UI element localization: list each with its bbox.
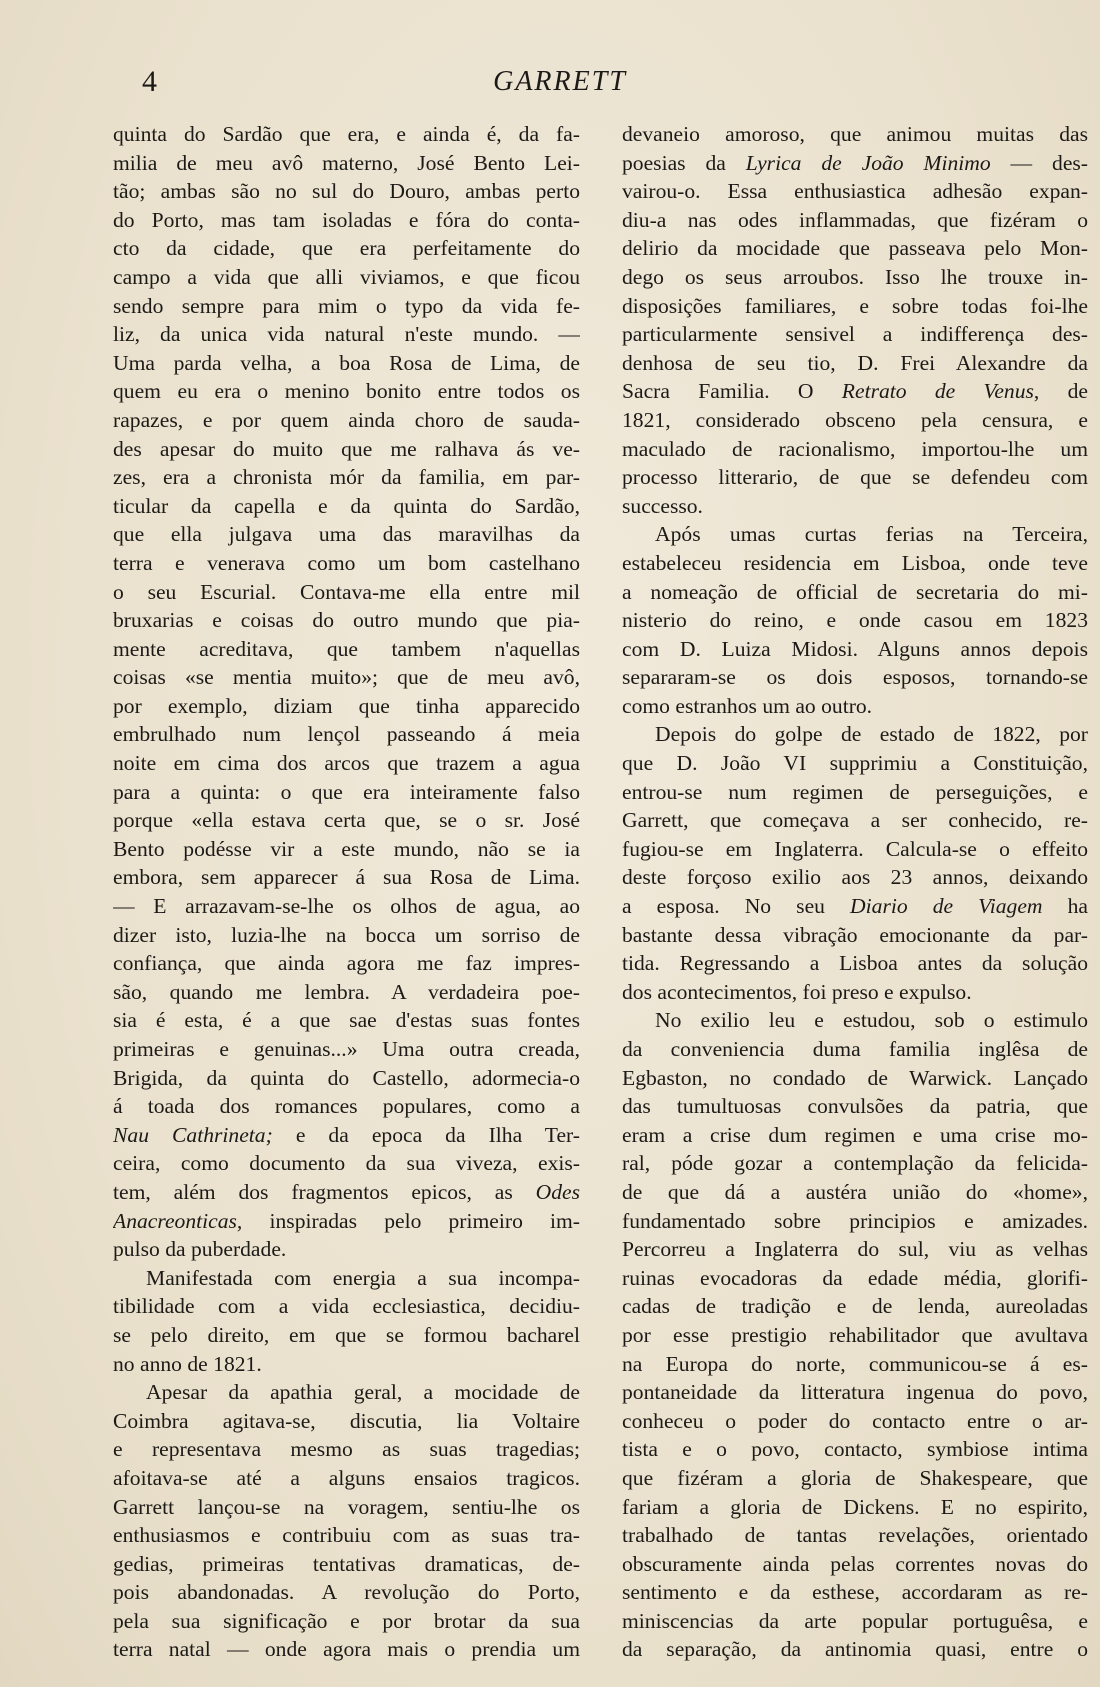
left-text-column xyxy=(113,120,580,1664)
text-line: Uma parda velha, a boa Rosa de Lima, de xyxy=(113,350,580,375)
text-line: Garrett, que começava a ser conhecido, re- xyxy=(622,808,1088,833)
text-line: pontaneidade da litteratura ingenua do povo, xyxy=(622,1380,1088,1405)
text-line: a esposa. No seu Diario de Viagem ha xyxy=(622,894,1088,919)
text-line: gedias, primeiras tentativas dramaticas, de- xyxy=(113,1551,580,1576)
text-line: como estranhos um ao outro. xyxy=(622,693,873,718)
text-line: rapazes, e por quem ainda choro de sauda- xyxy=(113,407,580,432)
text-line: Egbaston, no condado de Warwick. Lançado xyxy=(622,1065,1088,1090)
text-line: ticular da capella e da quinta do Sardão, xyxy=(113,493,580,518)
text-line: tida. Regressando a Lisboa antes da solução xyxy=(622,951,1088,976)
text-line: entrou-se num regimen de perseguições, e xyxy=(622,779,1088,804)
text-line: das tumultuosas convulsões da patria, que xyxy=(622,1094,1088,1119)
text-line: trabalhado de tantas revelações, orientado xyxy=(622,1523,1088,1548)
text-line: mente acreditava, que tambem n'aquellas xyxy=(113,636,580,661)
text-line: zes, era a chronista mór da familia, em par- xyxy=(113,465,580,490)
text-line: diu-a nas odes inflammadas, que fizéram o xyxy=(622,207,1088,232)
text-line: que ella julgava uma das maravilhas da xyxy=(113,522,580,547)
text-line: denhosa de seu tio, D. Frei Alexandre da xyxy=(622,350,1088,375)
text-line: Nau Cathrineta; e da epoca da Ilha Ter- xyxy=(113,1122,580,1147)
text-line: Sacra Familia. O Retrato de Venus, de xyxy=(622,379,1088,404)
text-line: a nomeação de official de secretaria do mi- xyxy=(622,579,1088,604)
running-title: GARRETT xyxy=(493,66,627,97)
text-line: pois abandonadas. A revolução do Porto, xyxy=(113,1580,580,1605)
text-line: devaneio amoroso, que animou muitas das xyxy=(622,122,1088,146)
text-line: liz, da unica vida natural n'este mundo. — xyxy=(113,322,580,347)
text-line: fugiou-se em Inglaterra. Calcula-se o effeito xyxy=(622,836,1088,861)
text-line: por esse prestigio rehabilitador que avultava xyxy=(622,1322,1088,1347)
text-line: fundamentado sobre principios e amizades. xyxy=(622,1208,1088,1233)
text-line: — E arrazavam-se-lhe os olhos de agua, ao xyxy=(113,894,580,919)
text-line: coisas «se mentia muito»; que de meu avô, xyxy=(113,665,580,690)
text-line: disposições familiares, e sobre todas foi-lhe xyxy=(622,293,1088,318)
text-line: Garrett lançou-se na voragem, sentiu-lhe os xyxy=(113,1494,580,1519)
text-line: tista e o povo, contacto, symbiose intima xyxy=(622,1437,1088,1462)
text-line: maculado de racionalismo, importou-lhe um xyxy=(622,436,1088,461)
text-line: Brigida, da quinta do Castello, adormecia-o xyxy=(113,1065,580,1090)
text-line: ceira, como documento da sua viveza, exis- xyxy=(113,1151,580,1176)
text-line: por exemplo, diziam que tinha apparecido xyxy=(113,693,580,718)
text-line: Apesar da apathia geral, a mocidade de xyxy=(146,1380,580,1405)
text-line: no anno de 1821. xyxy=(113,1351,262,1376)
text-line: quinta do Sardão que era, e ainda é, da fa- xyxy=(113,122,580,146)
page-number: 4 xyxy=(142,65,157,98)
text-line: Bento podésse vir a este mundo, não se ia xyxy=(113,836,580,861)
text-line: com D. Luiza Midosi. Alguns annos depois xyxy=(622,636,1088,661)
text-line: poesias da Lyrica de João Minimo — des- xyxy=(622,150,1088,175)
text-line: terra natal — onde agora mais o prendia um xyxy=(113,1637,580,1662)
text-line: estabeleceu residencia em Lisboa, onde teve xyxy=(622,550,1088,575)
text-line: quem eu era o menino bonito entre todos os xyxy=(113,379,580,404)
text-line: sia é esta, é a que sae d'estas suas fontes xyxy=(113,1008,580,1033)
text-line: bastante dessa vibração emocionante da par- xyxy=(622,922,1088,947)
text-line: particularmente sensivel a indifferença des- xyxy=(622,322,1088,347)
text-line: miniscencias da arte popular portuguêsa, e xyxy=(622,1608,1088,1633)
text-line: processo litterario, de que se defendeu com xyxy=(622,465,1088,490)
text-line: sentimento e da esthese, accordaram as re- xyxy=(622,1580,1088,1605)
text-line: Anacreonticas, inspiradas pelo primeiro im- xyxy=(113,1208,580,1233)
text-line: No exilio leu e estudou, sob o estimulo xyxy=(655,1008,1088,1033)
text-line: pela sua significação e por brotar da sua xyxy=(113,1608,580,1633)
text-line: deste forçoso exilio aos 23 annos, deixando xyxy=(622,865,1088,890)
text-line: terra e venerava como um bom castelhano xyxy=(113,550,580,575)
text-line: vairou-o. Essa enthusiastica adhesão expan- xyxy=(622,179,1088,204)
text-line: embora, sem apparecer á sua Rosa de Lima. xyxy=(113,865,580,890)
text-line: do Porto, mas tam isoladas e fóra do conta- xyxy=(113,207,580,232)
right-text-column xyxy=(622,120,1088,1664)
text-line: dos acontecimentos, foi preso e expulso. xyxy=(622,979,972,1004)
text-line: tem, além dos fragmentos epicos, as Odes xyxy=(113,1179,580,1204)
text-line: são, quando me lembra. A verdadeira poe- xyxy=(113,979,580,1004)
text-line: successo. xyxy=(622,493,703,518)
text-line: fariam a gloria de Dickens. E no espirito, xyxy=(622,1494,1088,1519)
text-line: nisterio do reino, e onde casou em 1823 xyxy=(622,608,1088,633)
text-line: campo a vida que alli viviamos, e que ficou xyxy=(113,264,580,289)
text-line: sendo sempre para mim o typo da vida fe- xyxy=(113,293,580,318)
page-header xyxy=(0,62,1100,102)
text-line: se pelo direito, em que se formou bacharel xyxy=(113,1322,580,1347)
text-line: porque «ella estava certa que, se o sr. José xyxy=(113,808,580,833)
text-line: da separação, da antinomia quasi, entre o xyxy=(622,1637,1088,1662)
text-line: enthusiasmos e contribuiu com as suas tra- xyxy=(113,1523,580,1548)
text-line: pulso da puberdade. xyxy=(113,1237,287,1262)
text-line: eram a crise dum regimen e uma crise mo- xyxy=(622,1122,1088,1147)
text-line: Percorreu a Inglaterra do sul, viu as velhas xyxy=(622,1237,1088,1262)
text-line: obscuramente ainda pelas correntes novas do xyxy=(622,1551,1088,1576)
text-line: Manifestada com energia a sua incompa- xyxy=(146,1265,580,1290)
text-line: o seu Escurial. Contava-me ella entre mil xyxy=(113,579,580,604)
text-line: confiança, que ainda agora me faz impres- xyxy=(113,951,580,976)
text-line: para a quinta: o que era inteiramente falso xyxy=(113,779,580,804)
text-line: bruxarias e coisas do outro mundo que pia- xyxy=(113,608,580,633)
text-line: afoitava-se até a alguns ensaios tragicos. xyxy=(113,1465,580,1490)
text-line: tão; ambas são no sul do Douro, ambas perto xyxy=(113,179,580,204)
text-line: Coimbra agitava-se, discutia, lia Voltaire xyxy=(113,1408,580,1433)
text-line: cadas de tradição e de lenda, aureoladas xyxy=(622,1294,1088,1319)
text-line: que fizéram a gloria de Shakespeare, que xyxy=(622,1465,1088,1490)
text-line: á toada dos romances populares, como a xyxy=(113,1094,580,1119)
text-line: e representava mesmo as suas tragedias; xyxy=(113,1437,580,1462)
text-line: primeiras e genuinas...» Uma outra creada, xyxy=(113,1037,580,1061)
text-line: que D. João VI supprimiu a Constituição, xyxy=(622,751,1088,776)
text-line: ral, póde gozar a contemplação da felicida- xyxy=(622,1151,1088,1176)
text-line: embrulhado num lençol passeando á meia xyxy=(113,722,580,747)
text-line: conheceu o poder do contacto entre o ar- xyxy=(622,1408,1088,1433)
text-line: Após umas curtas ferias na Terceira, xyxy=(655,522,1088,547)
text-line: 1821, considerado obsceno pela censura, e xyxy=(622,407,1088,432)
text-line: delirio da mocidade que passeava pelo Mon- xyxy=(622,236,1088,261)
text-line: dego os seus arroubos. Isso lhe trouxe in- xyxy=(622,264,1088,289)
text-line: noite em cima dos arcos que trazem a agua xyxy=(113,751,580,776)
text-line: ruinas evocadoras da edade média, glorifi- xyxy=(622,1265,1088,1290)
text-line: na Europa do norte, communicou-se á es- xyxy=(622,1351,1088,1376)
text-line: cto da cidade, que era perfeitamente do xyxy=(113,236,580,261)
text-line: milia de meu avô materno, José Bento Lei- xyxy=(113,150,580,175)
text-line: de que dá a austéra união do «home», xyxy=(622,1179,1088,1204)
text-line: da conveniencia duma familia inglêsa de xyxy=(622,1037,1088,1061)
text-line: dizer isto, luzia-lhe na bocca um sorriso de xyxy=(113,922,580,947)
text-line: tibilidade com a vida ecclesiastica, decidiu- xyxy=(113,1294,580,1319)
text-line: Depois do golpe de estado de 1822, por xyxy=(655,722,1088,747)
text-line: separaram-se os dois esposos, tornando-se xyxy=(622,665,1088,690)
text-line: des apesar do muito que me ralhava ás ve- xyxy=(113,436,580,461)
